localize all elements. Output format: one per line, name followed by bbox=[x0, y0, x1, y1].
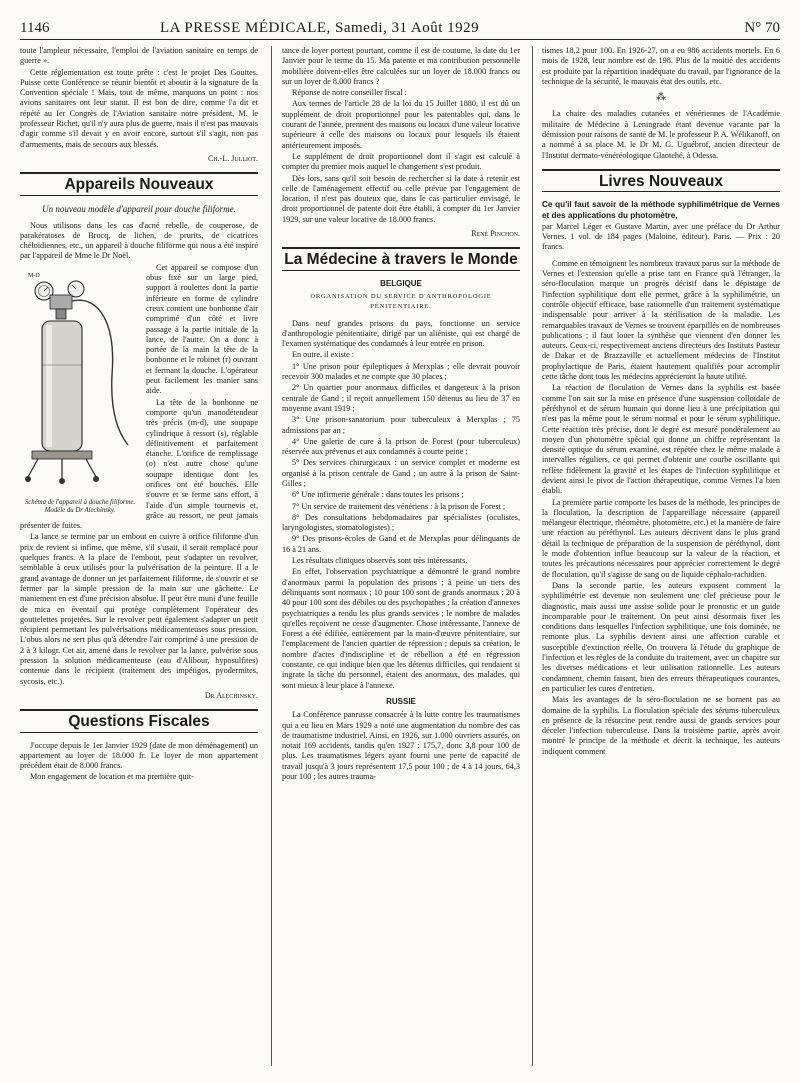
column-2 bbox=[282, 46, 520, 1066]
list-item: 6° Une infirmerie générale : dans toutes les prisons ; bbox=[292, 490, 464, 500]
paragraph: Réponse de notre conseiller fiscal : bbox=[292, 88, 407, 98]
book-title: Ce qu'il faut savoir de la méthode syphilimétrique de Vernes et des applications du photomètre, bbox=[542, 200, 780, 220]
paragraph: Comme en témoignent les nombreux travaux parus sur la méthode de Vernes et l'extension qu'elle a prise tant en France qu'à l'étranger, la séro-floculation marque un progrès décisif dans le dépistage de l'infection syphilitique dont elle permet, grâce à la syphilimétrie, un contrôle objectif efficace, base rationnelle d'un traitement systématique indispensable pour arriver à la stérilisation de la maladie. Les remarquables travaux de Vernes se trouvent éparpillés en de nombreuses publications ; il faut louer la synthèse que viennent d'en donner les auteurs. Ceux-ci, respectivement anciens directeurs des Instituts Pasteur de Dakar et de Brazzaville et actuellement médecins de l'Institut prophylactique de Paris, étaient hautement qualifiés pour accomplir cette tâche dont tous les médecins apprécieront la haute utilité. bbox=[542, 258, 780, 382]
paragraph: La lance se termine par un embout en cuivre à orifice filiforme d'un prix de revient si infime, que même, s'il s'usait, il serait remplacé pour quelques francs. A la place de l'embout, peut s'adapter un revolver, semblable à ceux utilisés pour la pulvérisation de la peinture. Il a le grand avantage de donner un jet parfaitement filiforme, de s'ouvrir et se fermer par la simple pression de la main sur une gâchette. Le maniement en est d'une précision absolue. Il peut être muni d'une feuille de mica en éventail qui protège complètement l'opérateur des gouttelettes projetées. Sur le revolver peut également s'adapter un petit récipient permettant les pulvérisations médicamenteuses sous pression. L'obus alors ne sert plus qu'à détendre l'air comprimé à une pression de 2 à 3 kilogr. Cet air, amené dans le revolver par la lance, pulvérise sous pression la solution médicamenteuse (eau d'Alibour, hyposulfites) contenue dans le récipient (traitement des impétigos, pyodermites, sycosis, etc.). bbox=[20, 532, 258, 686]
paragraph: Dès lors, sans qu'il soit besoin de rechercher si la date à retenir est celle de l'aménagement effectif ou celle prévue par l'engagement de location, il n'est pas douteux que, dans le cas particulier envisagé, le droit proportionnel de patente doit être établi, à compter du 1er Janvier 1929, sur une valeur locative de 18.000 francs. bbox=[282, 173, 520, 224]
paragraph: Mais les avantages de la séro-floculation ne se bornent pas au domaine de la syphilis. La floculation spéciale des sérums tuberculeux en présence de la résorcine peut rendre aussi de grands services pour déceler l'infection tuberculeuse. Dans la troisième partie, après avoir montré le principe de la méthode et décrit la technique, les auteurs indiquent comment bbox=[542, 695, 780, 756]
section-title-questions: Questions Fiscales bbox=[20, 709, 258, 732]
paragraph: En effet, l'observation psychiatrique a démontré le grand nombre d'anormaux parmi la population des prisons ; à peine un tiers des délinquants sont normaux ; 10 pour 100 sont de grands anormaux ; 20 à 40 pour 100 sont des débiles ou des psychopathes ; la création d'annexes psychiatriques a rendu les plus grands services ; le nombre de malades qu'elles reçoivent ne cesse d'augmenter. Chose intéressante, l'annexe de Forest a été édifiée, entièrement par la main-d'œuvre pénitentiaire, sur l'emplacement de l'ancien quartier de répression ; depuis sa création, le nombre d'actes d'indiscipline et de rébellion a été en régression constante, ce qui indique bien que les détenus difficiles, qui rendaient si ingrate la tâche du personnel, étaient des anormaux, des malades, qui sont mieux à leur place à l'annexe. bbox=[282, 567, 520, 690]
paragraph: Dans la seconde partie, les auteurs exposent comment la syphilimétrie est devenue non seulement une clef précieuse pour le diagnostic, mais aussi une assise solide pour le pronostic et un guide incomparable pour le traitement. On peut ainsi désormais fixer les conditions dans lesquelles l'infection syphilitique, une fois dominée, ne remonte plus. La syphilis devient ainsi une affection curable et susceptible d'extinction réelle. On trouvera là l'étude du graphique de l'infection et les règles de la conduite du traitement, avec un chapitre sur les diverses médications et leur utilisation rationnelle. Les auteurs condamnent, chemin faisant, bien des erreurs thérapeutiques courantes, en particulier les cures d'entretien. bbox=[542, 580, 780, 693]
article-subtitle: Un nouveau modèle d'appareil pour douche filiforme. bbox=[42, 203, 236, 214]
country-heading-belgique: BELGIQUE bbox=[380, 278, 422, 288]
paragraph: Cette réglementation est toute prête : c'est le projet Des Gouttes. Puisse cette Conférence se réunir bientôt et aboutir à la signature de la Convention spéciale ! Mais, tout de même, marquons un point : nos avions sanitaires ont leur statut. Il est bon de dire, comme l'a dit et répété au Ier Congrès de l'Aviation sanitaire notre président, M. le professeur Richet, qu'il n'y aura plus de guerre, mais il n'est pas mauvais d'agir comme s'il devait y en avoir encore, surtout s'il s'agit, non pas d'armements, mais de secours aux blessés. bbox=[20, 67, 258, 149]
author-signature: René Pinchon. bbox=[471, 229, 520, 239]
journal-title: LA PRESSE MÉDICALE, Samedi, 31 Août 1929 bbox=[160, 20, 480, 36]
paragraph: Les résultats cliniques observés sont très intéressants. bbox=[292, 556, 468, 566]
paragraph: tance de loyer portent pourtant, comme il est de coutume, la date du 1er Janvier pour le terme du 15. Ma patente et ma contribution personnelle mobilière doivent-elles être calculées sur un loyer de 18.000 francs ou sur un loyer de 8.000 francs ? bbox=[282, 46, 520, 86]
list-item: 2° Un quartier pour anormaux difficiles et dangereux à la prison centrale de Gand ; il reçoit annuellement 150 détenus au lieu de 37 en moyenne avant 1919 ; bbox=[282, 383, 520, 413]
column-divider bbox=[532, 46, 533, 1066]
paragraph: Le supplément de droit proportionnel dont il s'agit est calculé à compter du premier mois auquel le changement s'est produit. bbox=[282, 151, 520, 172]
paragraph: La première partie comporte les bases de la méthode, les principes de la floculation, la description de l'appareillage nécessaire (appareil mélangeur électrique, rhéomètre, photomètre, etc.) et la manière de faire une réaction au péréthynol. Les auteurs décrivent dans le plus grand détail la technique de préparation de la suspension de péréthynol, dont le mode d'obtention influe beaucoup sur la valeur de la réaction, et toutes les précautions nécessaires pour apprécier correctement le degré de floculation, qu'il s'agisse de sang ou de liquide céphalo-rachidien. bbox=[542, 497, 780, 579]
paragraph: En outre, il existe : bbox=[292, 350, 355, 360]
paragraph: toute l'ampleur nécessaire, l'emploi de l'aviation sanitaire en temps de guerre ». bbox=[20, 46, 258, 66]
paragraph: Nous utilisons dans les cas d'acné rebelle, de couperose, de parakératoses de Brocq, de lichen, de prurits, de cicatrices chéloïdiennes, etc., un appareil à douche filiforme qui nous a été inspiré par l'appareil de Mme le Dr Noël. bbox=[20, 220, 258, 261]
section-title-livres: Livres Nouveaux bbox=[542, 169, 780, 192]
section-title-appareils: Appareils Nouveaux bbox=[20, 172, 258, 195]
paragraph: Mon engagement de location et ma première quit- bbox=[30, 772, 194, 782]
paragraph: La réaction de floculation de Vernes dans la syphilis est basée comme l'on sait sur la mise en présence d'une suspension colloïdale de péréthynol et de sérum humain qui donne lieu à une précipitation qui n'est pas la même pour le sérum normal et pour le sérum syphilitique. Cette réaction très précise, dont le degré est mesuré pondéralement au moyen d'un photomètre spécial qui donne un chiffre représentant la densité optique du sérum examiné, est répétée chez le même malade à intervalles réguliers, ce qui permet d'obtenir une courbe oscillante qui reflète fidèlement la gravité et les étapes de l'infection syphilitique et devient ainsi le pivot de l'action thérapeutique, comme Vernes l'a bien établi. bbox=[542, 383, 780, 496]
section-separator: ⁂ bbox=[656, 92, 666, 104]
paragraph: J'occupe depuis le 1er Janvier 1929 (date de mon déménagement) un appartement au loyer de 18.000 fr. Le loyer de mon appartement précédent était de 8.000 francs. bbox=[20, 740, 258, 771]
paragraph: Cet appareil se compose d'un obus fixé sur un large pied, support à roulettes dont la partie inférieure en forme de cylindre creux contient une bonbonne d'air comprimé d'un côté et livre passage à la partie initiale de la lance, de l'autre. On a donc à portée de la main la tête de la bonbonne et le robinet (r) ouvrant et fermant la douche. L'opérateur peut facilement les manier sans aide. bbox=[146, 262, 258, 396]
page-number: 1146 bbox=[20, 20, 50, 36]
figure-caption: Schéma de l'appareil à douche filiforme. Modèle du Dr Alechinsky. bbox=[24, 498, 136, 515]
list-item: 9° Des prisons-écoles de Gand et de Merxplas pour délinquants de 16 à 21 ans. bbox=[282, 534, 520, 554]
list-item: 5° Des services chirurgicaux : un service complet et moderne est organisé à la prison centrale de Gand ; un autre à la prison de Saint-Gilles ; bbox=[282, 458, 520, 488]
issue-number: N° 70 bbox=[744, 20, 780, 36]
apparatus-illustration bbox=[20, 265, 140, 497]
author-signature: Dr Alechinsky. bbox=[204, 690, 258, 700]
book-meta: par Marcel Léger et Gustave Martin, avec une préface du Dr Arthur Vernes. 1 vol. de 184 pages (Maloine, éditeur). Paris. — Prix : 20 francs. bbox=[542, 221, 780, 252]
article-subtitle: ORGANISATION DU SERVICE D'ANTHROPOLOGIE PÉNITENTIAIRE. bbox=[310, 292, 492, 311]
paragraph: tismes 18,2 pour 100. En 1926-27, on a eu 986 accidents mortels. En 6 mois de 1928, leur nombre est de 198. Plus de la moitié des accidents est produite par la répartition inadéquate du travail, par l'ignorance de la technique de la sécurité, le mauvais état des outils, etc. bbox=[542, 46, 780, 86]
author-signature: Ch.-L. Julliot. bbox=[208, 153, 258, 163]
list-item: 3° Une prison-sanatorium pour tuberculeux à Merxplas ; 75 admissions par an ; bbox=[282, 415, 520, 435]
column-3 bbox=[542, 46, 780, 1066]
column-divider bbox=[271, 46, 272, 1066]
column-1 bbox=[20, 46, 258, 1066]
list-item: 7° Un service de traitement des vénériens : à la prison de Forest ; bbox=[292, 501, 506, 511]
list-item: 4° Une galerie de cure à la prison de Forest (pour tuberculeux) réservée aux prévenus et aux condamnés à courte peine ; bbox=[282, 436, 520, 457]
paragraph: Dans neuf grandes prisons du pays, fonctionne un service d'anthropologie pénitentiaire, dirigé par un aliéniste, qui est chargé de l'examen systématique des condamnés à leur entrée en prison. bbox=[282, 318, 520, 349]
paragraph: La tête de la bonbonne ne comporte qu'un manodétendeur très précis (m-d), une soupape cylindrique à ressort (s), réglable définitivement et parfaitement étanche. L'orifice de remplissage (o) n'est autre chose qu'une soupape identique dont les orifices ont été bouchés. Elle s'ouvre et se ferme sans effort, à l'aide d'un simple tournevis et, grâce au ressort, ne peut jamais présenter de fuites. bbox=[20, 397, 258, 531]
apparatus-figure bbox=[20, 265, 140, 516]
paragraph: La chaire des maladies cutanées et vénériennes de l'Académie militaire de Médecine à Leningrade étant devenue vacante par la démission pour raisons de santé de M. le professeur P. A. Wélikanoff, on a nommé à sa place M. le Dr M. G. Uguébrof, ancien directeur de l'Institut dermato-vénéréologique Glaotehé, à Odessa. bbox=[542, 109, 780, 160]
paragraph: Aux termes de l'article 28 de la loi du 15 Juillet 1880, il est dû un supplément de droit proportionnel pour les patentables qui, dans le courant de l'année, prennent des maisons ou locaux d'une valeur locative supérieure à celle des maisons ou locaux pour lesquels ils étaient antérieurement imposés. bbox=[282, 99, 520, 150]
paragraph: La Conférence panrusse consacrée à la lutte contre les traumatismes qui a eu lieu en Mars 1929 a noté une augmentation du nombre des cas de traumatisme industriel. Ainsi, en 1926, sur 1.000 ouvriers assurés, on notait 169 accidents, tandis qu'en 1927 : 175,7, donc 3,8 pour 100 de plus. Les traumatismes légers ayant fourni une perte de capacité de travail jusqu'à 3 jours représentent 17,5 pour 100 ; de 4 à 14 jours, 64,3 pour 100 ; les autres trauma- bbox=[282, 710, 520, 781]
section-title-medecine: La Médecine à travers le Monde bbox=[282, 247, 520, 270]
list-item: 8° Des consultations hebdomadaires par spécialistes (oculistes, laryngologistes, stomatologistes) ; bbox=[282, 512, 520, 533]
figure-label: M-D bbox=[28, 272, 40, 279]
country-heading-russie: RUSSIE bbox=[386, 696, 416, 706]
page-header bbox=[20, 18, 780, 40]
list-item: 1° Une prison pour épileptiques à Merxplas ; elle devrait pouvoir recevoir 300 malades et ne compte que 30 places ; bbox=[282, 361, 520, 382]
